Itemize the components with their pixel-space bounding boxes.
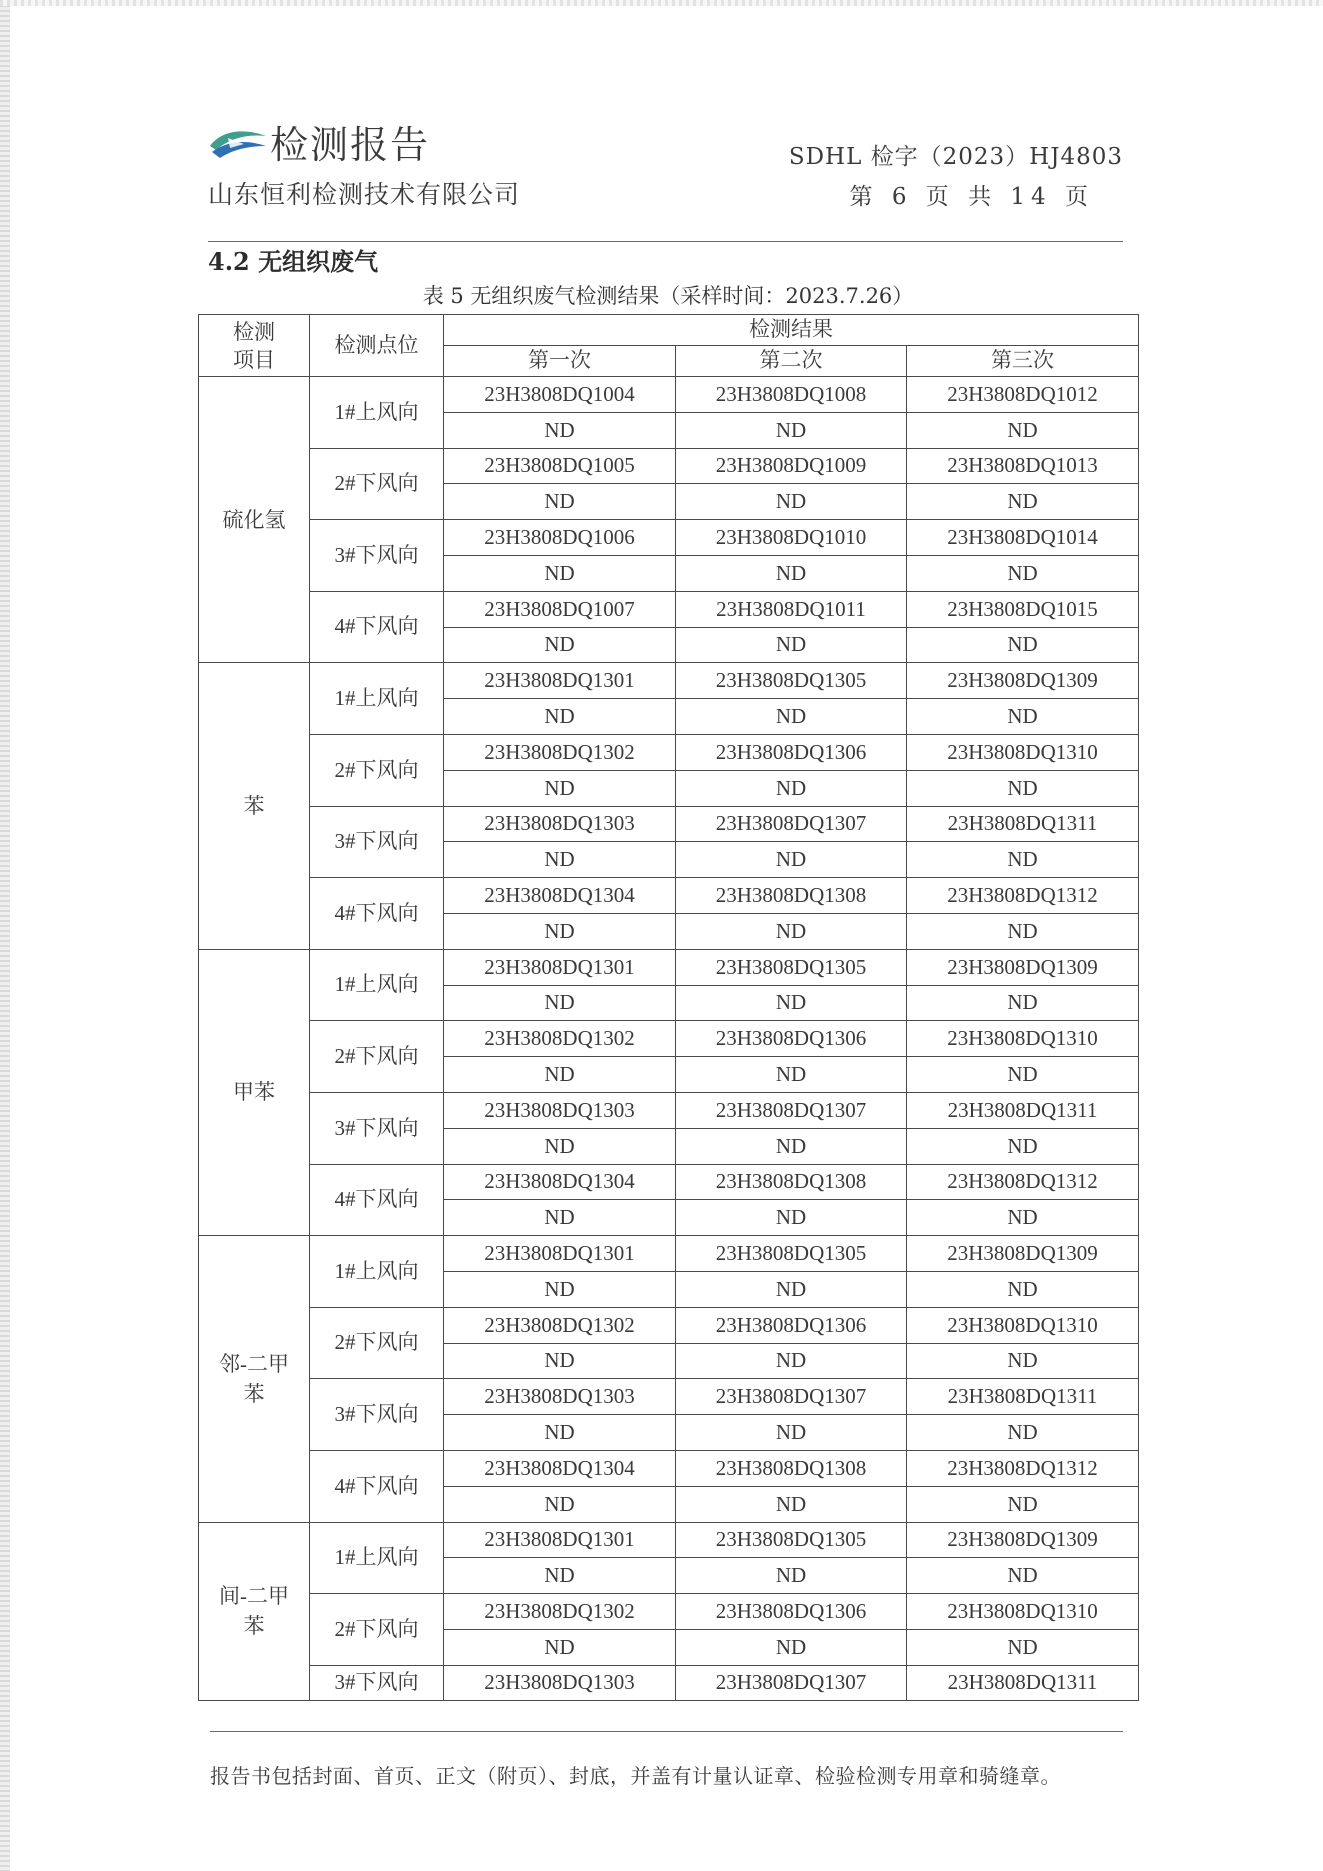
item-label-line: 硫化氢 [222, 507, 286, 532]
point-cell: 2#下风向 [310, 1021, 444, 1093]
point-cell: 2#下风向 [310, 1307, 444, 1379]
result-cell: ND [676, 1057, 907, 1093]
result-cell: ND [444, 1486, 676, 1522]
result-cell: ND [444, 1200, 676, 1236]
sample-code-cell: 23H3808DQ1303 [444, 806, 676, 842]
sample-code-cell: 23H3808DQ1005 [444, 448, 676, 484]
result-cell: ND [907, 699, 1139, 735]
result-cell: ND [676, 1415, 907, 1451]
result-cell: ND [444, 412, 676, 448]
header-point: 检测点位 [310, 315, 444, 377]
result-cell: ND [676, 699, 907, 735]
sample-code-cell: 23H3808DQ1312 [907, 1450, 1139, 1486]
header-results: 检测结果 [444, 315, 1139, 346]
result-cell: ND [676, 1629, 907, 1665]
sample-code-cell: 23H3808DQ1310 [907, 1594, 1139, 1630]
result-cell: ND [444, 985, 676, 1021]
header-item-line: 检测 [233, 319, 275, 344]
sample-code-cell: 23H3808DQ1307 [676, 1092, 907, 1128]
result-cell: ND [907, 1271, 1139, 1307]
sample-code-cell: 23H3808DQ1310 [907, 734, 1139, 770]
item-label-line: 苯 [243, 794, 265, 819]
result-cell: ND [676, 985, 907, 1021]
point-cell: 4#下风向 [310, 1450, 444, 1522]
footer-divider [210, 1731, 1123, 1732]
header-run-3: 第三次 [907, 346, 1139, 377]
result-cell: ND [676, 1558, 907, 1594]
result-cell: ND [676, 770, 907, 806]
sample-code-cell: 23H3808DQ1309 [907, 949, 1139, 985]
sample-code-cell: 23H3808DQ1311 [907, 1379, 1139, 1415]
sample-code-cell: 23H3808DQ1015 [907, 591, 1139, 627]
sample-code-cell: 23H3808DQ1301 [444, 949, 676, 985]
result-cell: ND [676, 555, 907, 591]
result-cell: ND [907, 555, 1139, 591]
sample-code-cell: 23H3808DQ1307 [676, 1665, 907, 1701]
result-cell: ND [676, 627, 907, 663]
sample-row [199, 448, 1139, 484]
result-cell: ND [676, 412, 907, 448]
header-item [199, 315, 310, 377]
sample-code-cell: 23H3808DQ1006 [444, 520, 676, 556]
sample-row [199, 1021, 1139, 1057]
sample-code-cell: 23H3808DQ1014 [907, 520, 1139, 556]
sample-code-cell: 23H3808DQ1004 [444, 377, 676, 413]
point-cell: 4#下风向 [310, 878, 444, 950]
sample-code-cell: 23H3808DQ1306 [676, 1021, 907, 1057]
result-cell: ND [444, 842, 676, 878]
item-cell [199, 1522, 310, 1701]
item-label-line: 苯 [243, 1614, 265, 1639]
sample-code-cell: 23H3808DQ1305 [676, 949, 907, 985]
sample-code-cell: 23H3808DQ1309 [907, 663, 1139, 699]
scan-edge-top [0, 0, 1323, 6]
sample-row [199, 1092, 1139, 1128]
sample-code-cell: 23H3808DQ1308 [676, 1164, 907, 1200]
sample-row [199, 1236, 1139, 1272]
result-cell: ND [444, 770, 676, 806]
sample-code-cell: 23H3808DQ1305 [676, 1522, 907, 1558]
result-cell: ND [907, 1558, 1139, 1594]
sample-row [199, 878, 1139, 914]
result-cell: ND [907, 770, 1139, 806]
footer-note: 报告书包括封面、首页、正文（附页）、封底，并盖有计量认证章、检验检测专用章和骑缝章。 [210, 1764, 1061, 1788]
sample-code-cell: 23H3808DQ1302 [444, 734, 676, 770]
sample-code-cell: 23H3808DQ1310 [907, 1021, 1139, 1057]
sample-code-cell: 23H3808DQ1306 [676, 1307, 907, 1343]
result-cell: ND [907, 1629, 1139, 1665]
sample-code-cell: 23H3808DQ1304 [444, 1164, 676, 1200]
results-table-body [199, 315, 1139, 1701]
sample-row [199, 591, 1139, 627]
result-cell: ND [676, 1486, 907, 1522]
point-cell: 1#上风向 [310, 663, 444, 735]
result-cell: ND [907, 1200, 1139, 1236]
results-table [198, 314, 1139, 1701]
point-cell: 2#下风向 [310, 734, 444, 806]
sample-code-cell: 23H3808DQ1302 [444, 1307, 676, 1343]
report-number: SDHL 检字（2023）HJ4803 [788, 144, 1123, 170]
sample-code-cell: 23H3808DQ1305 [676, 663, 907, 699]
result-cell: ND [676, 1128, 907, 1164]
result-cell: ND [907, 1415, 1139, 1451]
section-title: 4.2 无组织废气 [208, 247, 379, 276]
result-cell: ND [444, 913, 676, 949]
result-cell: ND [444, 1415, 676, 1451]
sample-row [199, 1594, 1139, 1630]
result-cell: ND [676, 913, 907, 949]
result-cell: ND [907, 1128, 1139, 1164]
item-cell [199, 949, 310, 1235]
result-cell: ND [444, 699, 676, 735]
item-label-line: 甲苯 [233, 1080, 275, 1105]
item-label-line: 苯 [243, 1381, 265, 1406]
sample-code-cell: 23H3808DQ1304 [444, 1450, 676, 1486]
page-indicator: 第 6 页 共 14 页 [849, 184, 1094, 210]
point-cell: 1#上风向 [310, 949, 444, 1021]
table-caption: 表 5 无组织废气检测结果（采样时间：2023.7.26） [422, 284, 914, 308]
sample-row [199, 1450, 1139, 1486]
sample-row [199, 1522, 1139, 1558]
sample-code-cell: 23H3808DQ1301 [444, 663, 676, 699]
sample-code-cell: 23H3808DQ1007 [444, 591, 676, 627]
result-cell: ND [907, 627, 1139, 663]
point-cell: 3#下风向 [310, 1092, 444, 1164]
result-cell: ND [444, 555, 676, 591]
sample-code-cell: 23H3808DQ1301 [444, 1236, 676, 1272]
item-cell [199, 663, 310, 949]
result-cell: ND [907, 1486, 1139, 1522]
result-cell: ND [676, 1343, 907, 1379]
result-cell: ND [907, 842, 1139, 878]
header-run-2: 第二次 [676, 346, 907, 377]
result-cell: ND [444, 1128, 676, 1164]
sample-code-cell: 23H3808DQ1307 [676, 806, 907, 842]
sample-code-cell: 23H3808DQ1308 [676, 878, 907, 914]
sample-row [199, 949, 1139, 985]
brand-title: 检测报告 [270, 123, 431, 167]
sample-code-cell: 23H3808DQ1306 [676, 1594, 907, 1630]
result-cell: ND [907, 985, 1139, 1021]
item-label-line: 间-二甲 [219, 1584, 289, 1609]
sample-row [199, 1307, 1139, 1343]
result-cell: ND [907, 1057, 1139, 1093]
wave-leaf-logo-icon [208, 124, 268, 162]
sample-code-cell: 23H3808DQ1304 [444, 878, 676, 914]
sample-code-cell: 23H3808DQ1010 [676, 520, 907, 556]
sample-row [199, 734, 1139, 770]
item-cell [199, 1236, 310, 1522]
sample-code-cell: 23H3808DQ1012 [907, 377, 1139, 413]
result-cell: ND [676, 1271, 907, 1307]
point-cell: 4#下风向 [310, 591, 444, 663]
point-cell: 3#下风向 [310, 1665, 444, 1701]
sample-row [199, 1665, 1139, 1701]
sample-code-cell: 23H3808DQ1311 [907, 1665, 1139, 1701]
item-cell [199, 377, 310, 663]
sample-code-cell: 23H3808DQ1311 [907, 1092, 1139, 1128]
point-cell: 3#下风向 [310, 1379, 444, 1451]
result-cell: ND [444, 484, 676, 520]
sample-row [199, 1164, 1139, 1200]
sample-row [199, 806, 1139, 842]
sample-code-cell: 23H3808DQ1312 [907, 878, 1139, 914]
sample-code-cell: 23H3808DQ1013 [907, 448, 1139, 484]
sample-code-cell: 23H3808DQ1302 [444, 1594, 676, 1630]
sample-row [199, 377, 1139, 413]
sample-row [199, 1379, 1139, 1415]
point-cell: 1#上风向 [310, 377, 444, 449]
header-run-1: 第一次 [444, 346, 676, 377]
company-name: 山东恒利检测技术有限公司 [208, 180, 521, 209]
result-cell: ND [444, 627, 676, 663]
sample-code-cell: 23H3808DQ1306 [676, 734, 907, 770]
header-item-line: 项目 [233, 347, 275, 372]
result-cell: ND [907, 412, 1139, 448]
point-cell: 3#下风向 [310, 806, 444, 878]
result-cell: ND [444, 1271, 676, 1307]
sample-code-cell: 23H3808DQ1303 [444, 1665, 676, 1701]
point-cell: 1#上风向 [310, 1522, 444, 1594]
result-cell: ND [444, 1343, 676, 1379]
result-cell: ND [676, 842, 907, 878]
sample-code-cell: 23H3808DQ1309 [907, 1522, 1139, 1558]
result-cell: ND [907, 913, 1139, 949]
sample-code-cell: 23H3808DQ1312 [907, 1164, 1139, 1200]
result-cell: ND [676, 1200, 907, 1236]
result-cell: ND [907, 484, 1139, 520]
result-cell: ND [444, 1629, 676, 1665]
result-cell: ND [444, 1558, 676, 1594]
sample-code-cell: 23H3808DQ1009 [676, 448, 907, 484]
header-row [199, 315, 1139, 346]
sample-code-cell: 23H3808DQ1011 [676, 591, 907, 627]
result-cell: ND [907, 1343, 1139, 1379]
point-cell: 3#下风向 [310, 520, 444, 592]
sample-code-cell: 23H3808DQ1310 [907, 1307, 1139, 1343]
sample-row [199, 520, 1139, 556]
header-divider [208, 241, 1123, 242]
sample-code-cell: 23H3808DQ1301 [444, 1522, 676, 1558]
scan-edge-left [0, 0, 10, 1871]
result-cell: ND [444, 1057, 676, 1093]
sample-code-cell: 23H3808DQ1302 [444, 1021, 676, 1057]
sample-code-cell: 23H3808DQ1307 [676, 1379, 907, 1415]
sample-code-cell: 23H3808DQ1008 [676, 377, 907, 413]
point-cell: 2#下风向 [310, 1594, 444, 1666]
point-cell: 1#上风向 [310, 1236, 444, 1308]
sample-code-cell: 23H3808DQ1311 [907, 806, 1139, 842]
sample-row [199, 663, 1139, 699]
sample-code-cell: 23H3808DQ1309 [907, 1236, 1139, 1272]
sample-code-cell: 23H3808DQ1305 [676, 1236, 907, 1272]
point-cell: 2#下风向 [310, 448, 444, 520]
item-label-line: 邻-二甲 [219, 1351, 289, 1376]
point-cell: 4#下风向 [310, 1164, 444, 1236]
sample-code-cell: 23H3808DQ1303 [444, 1379, 676, 1415]
result-cell: ND [676, 484, 907, 520]
sample-code-cell: 23H3808DQ1308 [676, 1450, 907, 1486]
sample-code-cell: 23H3808DQ1303 [444, 1092, 676, 1128]
